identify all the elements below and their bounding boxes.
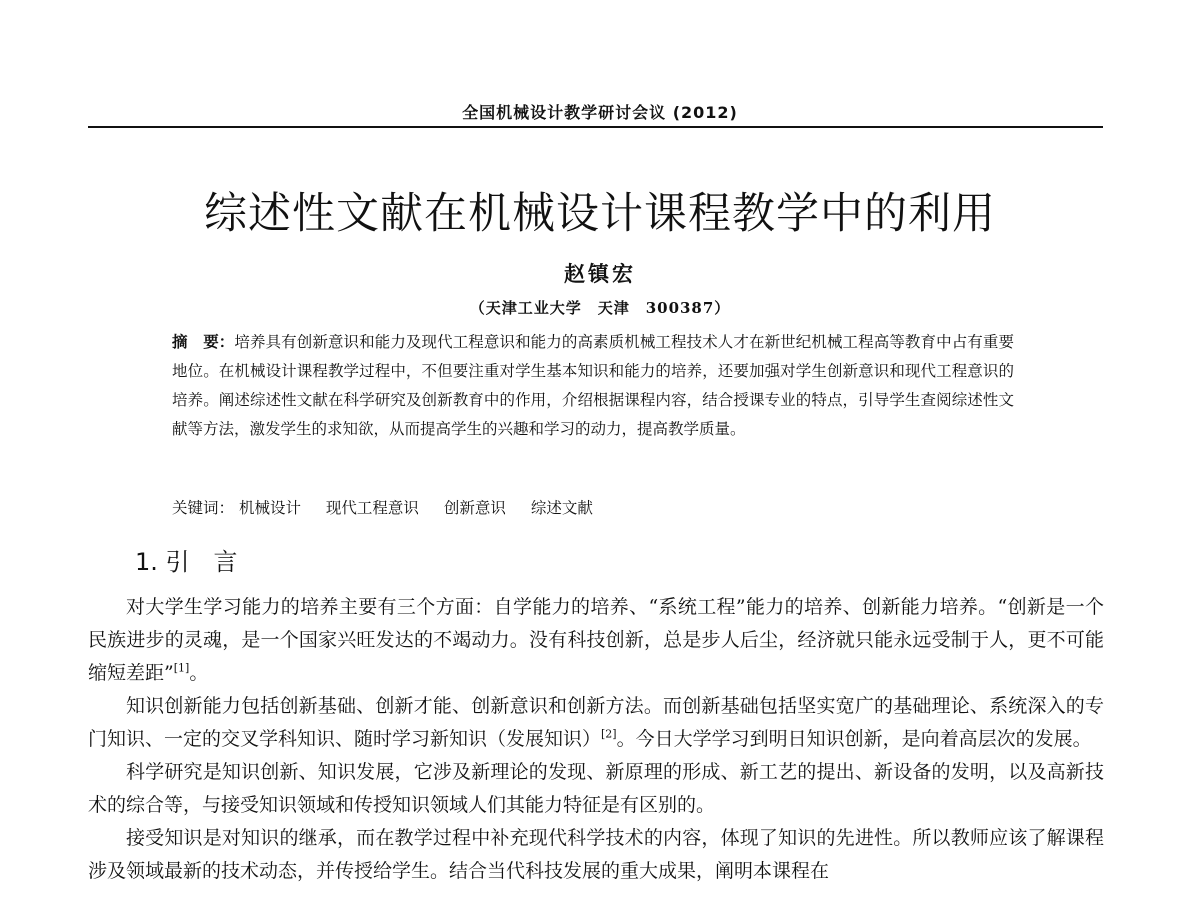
abstract-label: 摘 要： [172,333,235,351]
abstract-text: 培养具有创新意识和能力及现代工程意识和能力的高素质机械工程技术人才在新世纪机械工程高等教育中占有重要地位。在机械设计课程教学过程中，不但要注重对学生基本知识和能力的培养，还要加强对学生创新意识和现代工程意识的培养。阐述综述性文献在科学研究及创新教育中的作用，介绍根据课程内容，结合授课专业的特点，引导学生查阅综述性文献等方法，激发学生的求知欲，从而提高学生的兴趣和学习的动力，提高教学质量。 [172,333,1014,438]
keyword: 综述文献 [530,499,593,517]
paragraph-text: 。 [189,662,209,684]
citation-ref: [2] [601,727,617,741]
paragraph [88,690,1104,756]
keywords [172,496,613,518]
paragraph-text: 知识创新能力包括创新基础、创新才能、创新意识和创新方法。而创新基础包括坚实宽广的基础理论、系统深入的专门知识、一定的交叉学科知识、随时学习新知识（发展知识） [88,695,1104,750]
section-heading: 1. 引 言 [135,548,238,576]
author-name: 赵镇宏 [564,261,636,286]
body-text [88,591,1104,888]
author-affiliation: （天津工业大学 天津 300387） [469,299,731,317]
header-rule [88,126,1103,128]
citation-ref: [1] [173,661,190,675]
paragraph: 科学研究是知识创新、知识发展，它涉及新理论的发现、新原理的形成、新工艺的提出、新设备的发明，以及高新技术的综合等，与接受知识领域和传授知识领域人们其能力特征是有区别的。 [88,761,1104,816]
paragraph: 接受知识是对知识的继承，而在教学过程中补充现代科学技术的内容，体现了知识的先进性。所以教师应该了解课程涉及领域最新的技术动态，并传授给学生。结合当代科技发展的重大成果，阐明本课程在 [88,827,1104,882]
keyword: 机械设计 [238,499,301,517]
keyword: 创新意识 [443,499,506,517]
paragraph [88,591,1104,690]
paragraph-text: 。今日大学学习到明日知识创新，是向着高层次的发展。 [616,728,1092,750]
keyword: 现代工程意识 [325,499,419,517]
paragraph-text: 对大学生学习能力的培养主要有三个方面：自学能力的培养、“系统工程”能力的培养、创新能力培养。“创新是一个民族进步的灵魂，是一个国家兴旺发达的不竭动力。没有科技创新，总是步人后尘，经济就只能永远受制于人，更不可能缩短差距” [88,596,1104,684]
running-head: 全国机械设计教学研讨会议 (2012) [462,103,738,122]
paper-title: 综述性文献在机械设计课程教学中的利用 [204,189,996,239]
keywords-label: 关键词： [172,499,235,517]
abstract [172,328,1014,444]
